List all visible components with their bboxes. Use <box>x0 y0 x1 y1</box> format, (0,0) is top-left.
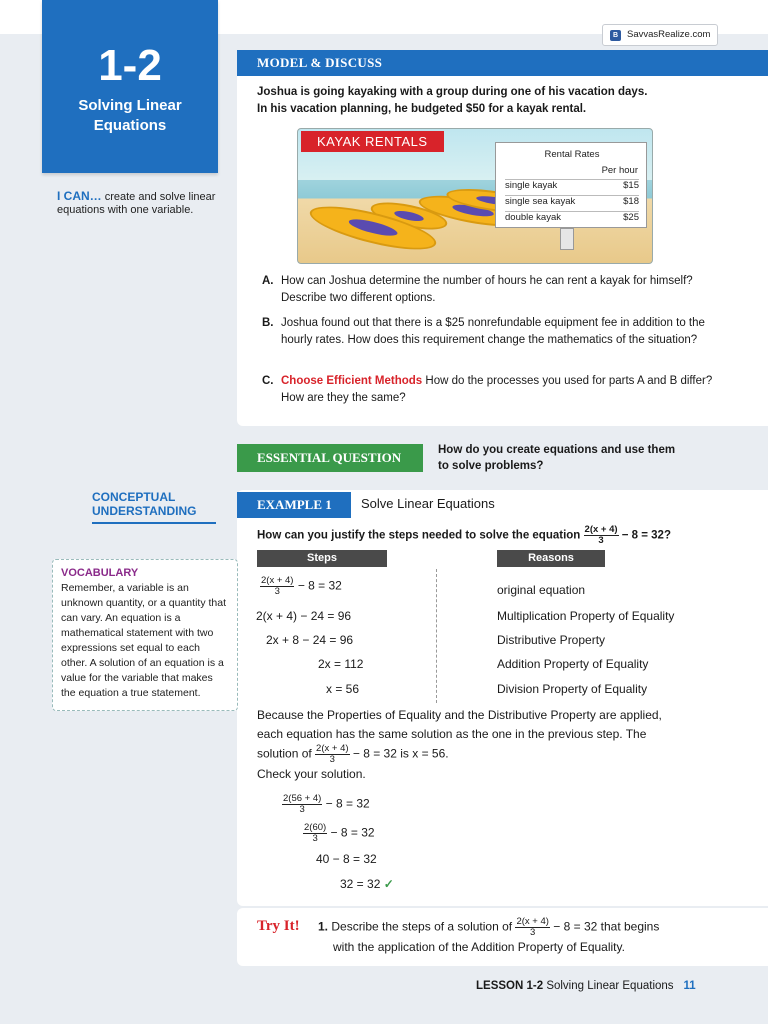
frac-num: 2(x + 4) <box>516 916 549 927</box>
lesson-tab <box>42 0 218 173</box>
check-line-4 <box>340 877 394 891</box>
savvas-logo-icon: B <box>610 30 621 41</box>
checkmark-icon: ✓ <box>383 877 394 891</box>
question-text: Joshua found out that there is a $25 nonrefundable equipment fee in addition to the hourly rates. How does this requirement change the mathematics of the situation? <box>281 317 705 346</box>
intro-line1: Joshua is going kayaking with a group during one of his vacation days. <box>257 86 648 98</box>
rates-header: Per hour <box>601 165 638 176</box>
rate-row <box>505 195 639 210</box>
check-title: Check your solution. <box>257 767 366 781</box>
example-explanation <box>257 706 727 784</box>
try-it-text <box>318 917 738 957</box>
step-3: 2x + 8 − 24 = 96 <box>266 633 354 647</box>
question-c-text: How do the processes you used for parts A and B differ? How are they the same? <box>281 375 713 404</box>
frac-num: 2(x + 4) <box>261 575 294 586</box>
concept-line2: UNDERSTANDING <box>92 504 197 518</box>
fraction <box>584 525 619 546</box>
question-post: − 8 = 32? <box>618 529 671 542</box>
i-can-statement <box>57 190 217 217</box>
lesson-title-line2: Equations <box>93 117 167 134</box>
frac-num: 2(x + 4) <box>316 743 349 754</box>
rate-price: $18 <box>623 196 639 207</box>
reason-4: Addition Property of Equality <box>497 657 649 671</box>
lesson-title <box>42 96 218 136</box>
question-text: How can Joshua determine the number of hours he can rent a kayak for himself? Describe two different options. <box>281 275 693 304</box>
step-5: x = 56 <box>326 682 360 696</box>
sol-post: − 8 = 32 is x = 56. <box>349 746 449 761</box>
reason-1: original equation <box>497 583 586 597</box>
fraction <box>260 576 294 597</box>
frac-num: 2(56 + 4) <box>283 793 322 804</box>
frac-den: 3 <box>299 804 305 815</box>
rental-rates-sign <box>495 142 647 228</box>
question-letter: C. <box>262 375 274 387</box>
vocabulary-title: VOCABULARY <box>61 567 139 579</box>
question-letter: A. <box>262 275 274 287</box>
step-1 <box>260 576 420 597</box>
fraction <box>515 917 549 938</box>
sol-pre: solution of <box>257 746 316 761</box>
fraction <box>303 823 327 844</box>
model-intro <box>257 84 737 118</box>
reasons-header: Reasons <box>497 550 605 567</box>
check-4-text: 32 = 32 <box>340 877 381 891</box>
try-it-label: Try It! <box>257 918 300 934</box>
steps-header: Steps <box>257 550 387 567</box>
rate-name: single sea kayak <box>505 196 576 207</box>
try-it-line2: with the application of the Addition Property of Equality. <box>333 940 625 954</box>
question-b <box>262 315 732 349</box>
body-line1: Because the Properties of Equality and the Distributive Property are applied, <box>257 708 662 722</box>
try-it-line1 <box>318 917 738 938</box>
frac-den: 3 <box>312 833 318 844</box>
concept-line1: CONCEPTUAL <box>92 490 176 504</box>
question-letter: B. <box>262 317 274 329</box>
fraction <box>315 744 349 765</box>
reason-2: Multiplication Property of Equality <box>497 609 675 623</box>
sign-post <box>560 228 574 250</box>
savvas-link-text: SavvasRealize.com <box>627 29 711 40</box>
i-can-label: I CAN… <box>57 189 102 203</box>
step-1-post: − 8 = 32 <box>294 578 342 593</box>
frac-num: 2(x + 4) <box>584 524 618 535</box>
check-post: − 8 = 32 <box>327 825 375 840</box>
kayak-rentals-sign: KAYAK RENTALS <box>301 131 444 152</box>
essential-question-banner: ESSENTIAL QUESTION <box>237 444 423 472</box>
frac-num: 2(60) <box>304 822 327 833</box>
rate-name: single kayak <box>505 180 558 191</box>
question-a <box>262 273 732 307</box>
kayak-rentals-illustration <box>297 128 653 264</box>
essential-line2: to solve problems? <box>438 460 544 472</box>
rate-price: $15 <box>623 180 639 191</box>
example-question <box>257 525 671 546</box>
intro-line2: In his vacation planning, he budgeted $50 for a kayak rental. <box>257 103 587 115</box>
question-text <box>281 373 732 407</box>
example-banner: EXAMPLE 1 <box>237 492 351 518</box>
vocabulary-box <box>52 559 238 711</box>
check-line-1 <box>282 794 370 815</box>
question-c <box>262 373 732 407</box>
body-line2: each equation has the same solution as the one in the previous step. The <box>257 727 647 741</box>
concept-divider <box>92 522 216 524</box>
frac-den: 3 <box>329 754 335 765</box>
footer-lesson: LESSON 1-2 <box>476 980 544 992</box>
conceptual-understanding-label <box>92 490 196 518</box>
rate-row <box>505 179 639 194</box>
check-line-3: 40 − 8 = 32 <box>316 852 377 866</box>
try-post: − 8 = 32 that begins <box>549 919 660 934</box>
check-line-2 <box>303 823 375 844</box>
example-title: Solve Linear Equations <box>361 496 495 511</box>
frac-den: 3 <box>598 535 604 546</box>
page-number: 11 <box>683 980 696 992</box>
rate-row <box>505 211 639 226</box>
check-post: − 8 = 32 <box>322 796 370 811</box>
fraction <box>282 794 322 815</box>
try-pre: Describe the steps of a solution of <box>328 919 516 934</box>
model-discuss-banner: MODEL & DISCUSS <box>237 50 768 76</box>
step-4: 2x = 112 <box>318 657 364 671</box>
practice-label: Choose Efficient Methods <box>281 375 423 387</box>
rate-name: double kayak <box>505 212 561 223</box>
lesson-title-line1: Solving Linear <box>78 97 182 114</box>
try-it-number: 1. <box>318 919 329 934</box>
i-can-text: create and solve linear equations with one variable. <box>57 191 216 216</box>
savvas-realize-link[interactable] <box>602 24 718 46</box>
body-line3 <box>257 744 727 765</box>
page-footer <box>476 980 696 992</box>
footer-title: Solving Linear Equations <box>546 980 674 992</box>
lesson-number: 1-2 <box>98 41 162 90</box>
frac-den: 3 <box>530 927 536 938</box>
rates-title: Rental Rates <box>544 149 600 160</box>
rate-price: $25 <box>623 212 639 223</box>
reason-3: Distributive Property <box>497 633 606 647</box>
essential-line1: How do you create equations and use them <box>438 444 676 456</box>
question-pre: How can you justify the steps needed to solve the equation <box>257 529 584 542</box>
step-2: 2(x + 4) − 24 = 96 <box>256 609 352 623</box>
frac-den: 3 <box>274 586 280 597</box>
essential-question-text <box>438 442 675 474</box>
reason-5: Division Property of Equality <box>497 682 648 696</box>
vocabulary-text: Remember, a variable is an unknown quantity, or a quantity that can vary. An equation is a mathematical statement with two expressions set equal to each other. A solution of an equation is a value for the variable that makes the equation a true statement. <box>61 582 226 699</box>
